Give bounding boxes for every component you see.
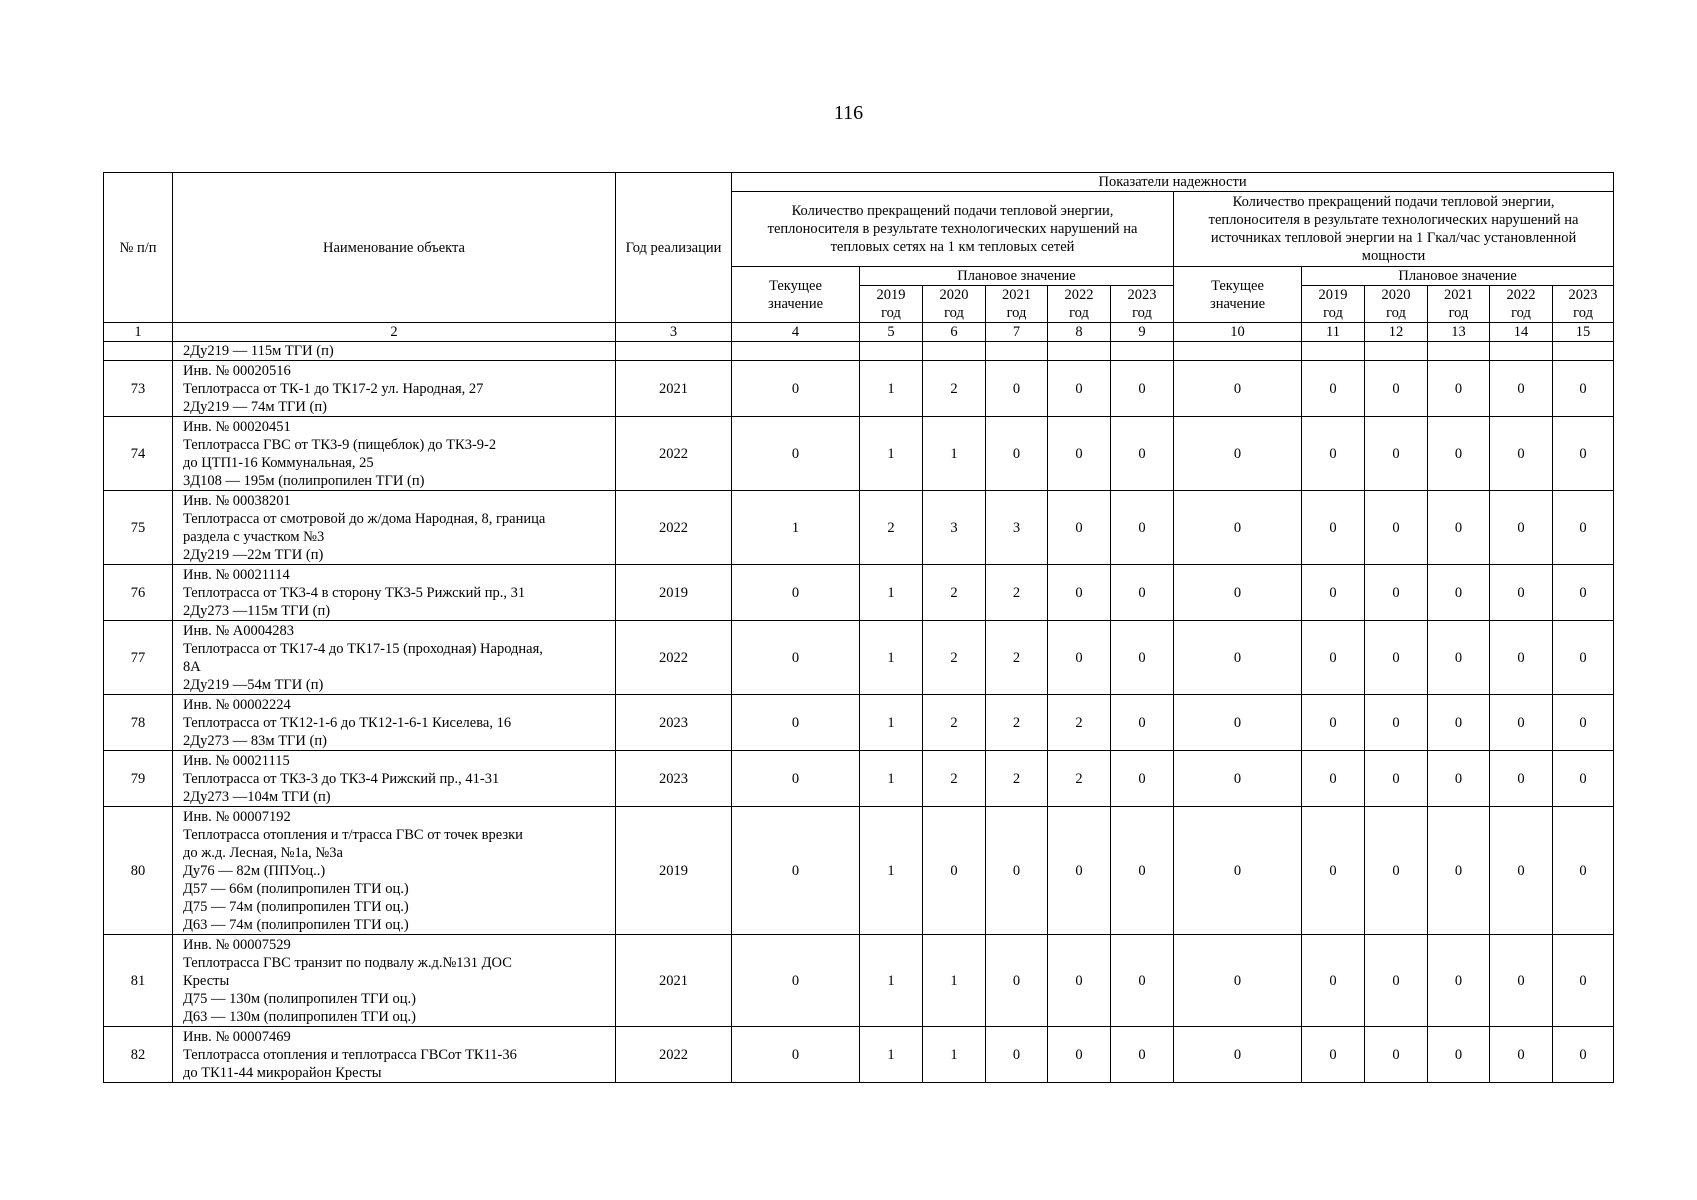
- object-name-line: Д63 — 130м (полипропилен ТГИ оц.): [183, 1008, 416, 1025]
- indicator-value: 0: [1553, 621, 1614, 695]
- implementation-year: 2023: [616, 695, 732, 751]
- indicator-value: 0: [1490, 565, 1553, 621]
- indicator-value: 0: [1490, 621, 1553, 695]
- object-name-line: до ТК11-44 микрорайон Кресты: [183, 1064, 382, 1081]
- header-group-sources: Количество прекращений подачи тепловой энергии, теплоносителя в результате технологических нарушений на источниках тепловой энергии на 1 Гкал/час установленной мощности: [1174, 192, 1614, 267]
- indicator-value: 0: [1174, 621, 1302, 695]
- object-name-line: до ж.д. Лесная, №1а, №3а: [183, 844, 343, 861]
- indicator-value: 2: [860, 491, 923, 565]
- page-number: 116: [833, 102, 864, 124]
- indicator-value: 0: [1365, 361, 1428, 417]
- row-number: 77: [104, 621, 173, 695]
- column-number: 4: [732, 323, 860, 342]
- object-name: [173, 1027, 616, 1083]
- object-name-line: Теплотрасса ГВС от ТК3-9 (пищеблок) до ТК3-9-2: [183, 436, 497, 453]
- reliability-table: [103, 172, 1614, 1083]
- object-name-line: 3Д108 — 195м (полипропилен ТГИ (п): [183, 472, 425, 489]
- indicator-value: 0: [923, 807, 986, 935]
- object-name-line: Теплотрасса отопления и теплотрасса ГВСот ТК11-36: [183, 1046, 517, 1063]
- object-name: [173, 807, 616, 935]
- object-name-line: Ду76 — 82м (ППУоц..): [183, 862, 326, 879]
- indicator-value: 2: [1048, 751, 1111, 807]
- indicator-value: 0: [1111, 565, 1174, 621]
- object-name-line: Теплотрасса от ТК3-4 в сторону ТК3-5 Рижский пр., 31: [183, 584, 526, 601]
- indicator-value: 0: [986, 807, 1048, 935]
- implementation-year: 2019: [616, 807, 732, 935]
- indicator-value: 2: [923, 361, 986, 417]
- row-number: 74: [104, 417, 173, 491]
- indicator-value: 2: [986, 695, 1048, 751]
- indicator-value: 0: [1174, 417, 1302, 491]
- indicator-value: 0: [1174, 935, 1302, 1027]
- table-row-continuation: [104, 342, 1614, 361]
- object-name-line: Инв. № 00020451: [183, 418, 291, 435]
- indicator-value: 0: [1365, 935, 1428, 1027]
- indicator-value: 3: [923, 491, 986, 565]
- indicator-value: 0: [1111, 361, 1174, 417]
- column-number: 12: [1365, 323, 1428, 342]
- indicator-value: 0: [1302, 695, 1365, 751]
- column-number: 3: [616, 323, 732, 342]
- indicator-value: 0: [1428, 751, 1490, 807]
- indicator-value: 0: [1428, 807, 1490, 935]
- indicator-value: 0: [1174, 565, 1302, 621]
- object-name-line: Инв. № А0004283: [183, 622, 295, 639]
- indicator-value: 0: [1365, 695, 1428, 751]
- indicator-value: 0: [1302, 807, 1365, 935]
- indicator-value: 0: [1174, 695, 1302, 751]
- indicator-value: 2: [923, 565, 986, 621]
- indicator-value: 0: [1111, 417, 1174, 491]
- header-planned-1: Плановое значение: [860, 267, 1174, 286]
- indicator-value: 0: [1365, 751, 1428, 807]
- indicator-value: 0: [1302, 1027, 1365, 1083]
- header-year-1-4: 2023 год: [1111, 286, 1174, 323]
- indicator-value: 0: [1111, 491, 1174, 565]
- object-name-line: до ЦТП1-16 Коммунальная, 25: [183, 454, 374, 471]
- indicator-value: 2: [986, 565, 1048, 621]
- indicator-value: 0: [1111, 695, 1174, 751]
- object-name-line: Теплотрасса от ТК3-3 до ТК3-4 Рижский пр., 41-31: [183, 770, 500, 787]
- object-name-line: 2Ду273 — 83м ТГИ (п): [183, 732, 327, 749]
- object-name: [173, 361, 616, 417]
- indicator-value: 0: [1553, 751, 1614, 807]
- implementation-year: 2022: [616, 1027, 732, 1083]
- indicator-value: 2: [923, 621, 986, 695]
- indicator-value: 0: [732, 935, 860, 1027]
- indicator-value: 0: [732, 361, 860, 417]
- indicator-value: 0: [1553, 491, 1614, 565]
- row-number: 76: [104, 565, 173, 621]
- indicator-value: 0: [1111, 621, 1174, 695]
- indicator-value: 0: [1302, 491, 1365, 565]
- row-number: 81: [104, 935, 173, 1027]
- indicator-value: 0: [732, 807, 860, 935]
- object-name-line: Инв. № 00021114: [183, 566, 290, 583]
- indicator-value: 0: [1302, 565, 1365, 621]
- indicator-value: 1: [923, 417, 986, 491]
- object-name-line: Инв. № 00020516: [183, 362, 291, 379]
- header-year-1-1: 2020 год: [923, 286, 986, 323]
- header-year-1-2: 2021 год: [986, 286, 1048, 323]
- indicator-value: 1: [923, 935, 986, 1027]
- implementation-year: 2023: [616, 751, 732, 807]
- indicator-value: 0: [1365, 621, 1428, 695]
- header-indicators: Показатели надежности: [732, 173, 1614, 192]
- table-row: [104, 361, 1614, 417]
- indicator-value: 0: [1365, 1027, 1428, 1083]
- object-name-line: 2Ду219 — 74м ТГИ (п): [183, 398, 327, 415]
- object-name-line: Теплотрасса ГВС транзит по подвалу ж.д.№131 ДОС: [183, 954, 512, 971]
- column-number: 8: [1048, 323, 1111, 342]
- indicator-value: 0: [732, 695, 860, 751]
- indicator-value: 0: [1365, 565, 1428, 621]
- header-year-2-2: 2021 год: [1428, 286, 1490, 323]
- indicator-value: 0: [732, 621, 860, 695]
- implementation-year: 2019: [616, 565, 732, 621]
- indicator-value: 0: [1490, 417, 1553, 491]
- column-number: 6: [923, 323, 986, 342]
- indicator-value: 0: [1428, 935, 1490, 1027]
- object-name: [173, 751, 616, 807]
- indicator-value: 0: [1553, 417, 1614, 491]
- column-number: 7: [986, 323, 1048, 342]
- indicator-value: 0: [1174, 361, 1302, 417]
- indicator-value: 0: [1302, 361, 1365, 417]
- table-row: [104, 1027, 1614, 1083]
- indicator-value: 0: [986, 1027, 1048, 1083]
- indicator-value: 0: [1174, 751, 1302, 807]
- indicator-value: 1: [860, 695, 923, 751]
- object-name-line: Кресты: [183, 972, 230, 989]
- header-current-1: Текущее значение: [732, 267, 860, 323]
- table-body: [104, 342, 1614, 1083]
- header-planned-2: Плановое значение: [1302, 267, 1614, 286]
- header-year-2-4: 2023 год: [1553, 286, 1614, 323]
- indicator-value: 0: [1428, 491, 1490, 565]
- row-number: 82: [104, 1027, 173, 1083]
- table-row: [104, 491, 1614, 565]
- implementation-year: 2022: [616, 621, 732, 695]
- column-number: 14: [1490, 323, 1553, 342]
- table-row: [104, 621, 1614, 695]
- object-name-line: Инв. № 00002224: [183, 696, 291, 713]
- indicator-value: 0: [1048, 417, 1111, 491]
- indicator-value: 0: [1174, 807, 1302, 935]
- header-year-2-0: 2019 год: [1302, 286, 1365, 323]
- object-name-line: Теплотрасса от ТК17-4 до ТК17-15 (проходная) Народная,: [183, 640, 543, 657]
- indicator-value: 1: [732, 491, 860, 565]
- column-number: 2: [173, 323, 616, 342]
- row-number: 79: [104, 751, 173, 807]
- continuation-text: 2Ду219 — 115м ТГИ (п): [173, 342, 616, 361]
- table-row: [104, 417, 1614, 491]
- indicator-value: 0: [986, 417, 1048, 491]
- object-name-line: 2Ду273 —115м ТГИ (п): [183, 602, 331, 619]
- indicator-value: 1: [860, 417, 923, 491]
- column-number: 5: [860, 323, 923, 342]
- indicator-value: 0: [1553, 1027, 1614, 1083]
- indicator-value: 2: [986, 621, 1048, 695]
- object-name: [173, 491, 616, 565]
- indicator-value: 0: [1048, 807, 1111, 935]
- indicator-value: 0: [732, 751, 860, 807]
- table-row: [104, 565, 1614, 621]
- indicator-value: 0: [1365, 417, 1428, 491]
- indicator-value: 0: [1048, 935, 1111, 1027]
- indicator-value: 0: [1428, 361, 1490, 417]
- column-number: 9: [1111, 323, 1174, 342]
- object-name-line: Инв. № 00021115: [183, 752, 290, 769]
- indicator-value: 0: [1302, 621, 1365, 695]
- object-name: [173, 565, 616, 621]
- indicator-value: 0: [1365, 807, 1428, 935]
- indicator-value: 0: [986, 935, 1048, 1027]
- indicator-value: 0: [732, 565, 860, 621]
- object-name-line: Д75 — 74м (полипропилен ТГИ оц.): [183, 898, 409, 915]
- table-header: [104, 173, 1614, 342]
- header-name: Наименование объекта: [173, 173, 616, 323]
- object-name-line: 2Ду273 —104м ТГИ (п): [183, 788, 331, 805]
- indicator-value: 0: [1428, 695, 1490, 751]
- indicator-value: 0: [1553, 695, 1614, 751]
- indicator-value: 0: [732, 417, 860, 491]
- table-row: [104, 695, 1614, 751]
- object-name-line: 2Ду219 —22м ТГИ (п): [183, 546, 324, 563]
- object-name-line: Инв. № 00007192: [183, 808, 291, 825]
- object-name-line: Инв. № 00007469: [183, 1028, 291, 1045]
- indicator-value: 0: [732, 1027, 860, 1083]
- indicator-value: 2: [923, 751, 986, 807]
- indicator-value: 1: [860, 1027, 923, 1083]
- object-name: [173, 621, 616, 695]
- implementation-year: 2022: [616, 417, 732, 491]
- indicator-value: 0: [1111, 1027, 1174, 1083]
- indicator-value: 0: [1490, 695, 1553, 751]
- header-year-2-1: 2020 год: [1365, 286, 1428, 323]
- indicator-value: 2: [923, 695, 986, 751]
- implementation-year: 2021: [616, 361, 732, 417]
- indicator-value: 0: [1048, 565, 1111, 621]
- indicator-value: 0: [1428, 565, 1490, 621]
- object-name-line: Д57 — 66м (полипропилен ТГИ оц.): [183, 880, 409, 897]
- indicator-value: 0: [1111, 935, 1174, 1027]
- indicator-value: 1: [860, 935, 923, 1027]
- indicator-value: 0: [1553, 807, 1614, 935]
- indicator-value: 0: [1048, 1027, 1111, 1083]
- object-name-line: Инв. № 00038201: [183, 492, 291, 509]
- object-name-line: раздела с участком №3: [183, 528, 325, 545]
- indicator-value: 0: [1553, 935, 1614, 1027]
- indicator-value: 0: [1365, 491, 1428, 565]
- indicator-value: 1: [860, 807, 923, 935]
- indicator-value: 0: [1302, 751, 1365, 807]
- column-number: 10: [1174, 323, 1302, 342]
- indicator-value: 0: [1490, 935, 1553, 1027]
- header-year-2-3: 2022 год: [1490, 286, 1553, 323]
- object-name: [173, 935, 616, 1027]
- indicator-value: 0: [1048, 621, 1111, 695]
- object-name-line: Теплотрасса отопления и т/трасса ГВС от точек врезки: [183, 826, 523, 843]
- indicator-value: 1: [923, 1027, 986, 1083]
- indicator-value: 1: [860, 621, 923, 695]
- header-current-2: Текущее значение: [1174, 267, 1302, 323]
- object-name-line: Теплотрасса от ТК-1 до ТК17-2 ул. Народная, 27: [183, 380, 484, 397]
- row-number: 78: [104, 695, 173, 751]
- row-number: 75: [104, 491, 173, 565]
- column-number: 11: [1302, 323, 1365, 342]
- header-year-1-0: 2019 год: [860, 286, 923, 323]
- object-name-line: 8А: [183, 658, 201, 675]
- table-row: [104, 751, 1614, 807]
- table-row: [104, 935, 1614, 1027]
- object-name: [173, 417, 616, 491]
- indicator-value: 1: [860, 565, 923, 621]
- column-number: 13: [1428, 323, 1490, 342]
- implementation-year: 2021: [616, 935, 732, 1027]
- table-row: [104, 807, 1614, 935]
- column-number: 1: [104, 323, 173, 342]
- indicator-value: 0: [1174, 1027, 1302, 1083]
- indicator-value: 0: [1111, 807, 1174, 935]
- row-number: 80: [104, 807, 173, 935]
- header-year-1-3: 2022 год: [1048, 286, 1111, 323]
- indicator-value: 0: [1302, 935, 1365, 1027]
- indicator-value: 1: [860, 361, 923, 417]
- indicator-value: 3: [986, 491, 1048, 565]
- object-name-line: Д63 — 74м (полипропилен ТГИ оц.): [183, 916, 409, 933]
- header-group-networks: Количество прекращений подачи тепловой энергии, теплоносителя в результате технологических нарушений на тепловых сетях на 1 км тепловых сетей: [732, 192, 1174, 267]
- object-name-line: Теплотрасса от смотровой до ж/дома Народная, 8, граница: [183, 510, 546, 527]
- header-year: Год реализации: [616, 173, 732, 323]
- indicator-value: 0: [1553, 565, 1614, 621]
- indicator-value: 0: [1302, 417, 1365, 491]
- row-number: 73: [104, 361, 173, 417]
- indicator-value: 0: [1428, 417, 1490, 491]
- object-name-line: 2Ду219 —54м ТГИ (п): [183, 676, 324, 693]
- indicator-value: 0: [986, 361, 1048, 417]
- indicator-value: 0: [1490, 807, 1553, 935]
- object-name-line: Д75 — 130м (полипропилен ТГИ оц.): [183, 990, 416, 1007]
- indicator-value: 0: [1490, 361, 1553, 417]
- indicator-value: 0: [1048, 491, 1111, 565]
- indicator-value: 0: [1428, 621, 1490, 695]
- column-number: 15: [1553, 323, 1614, 342]
- implementation-year: 2022: [616, 491, 732, 565]
- indicator-value: 2: [986, 751, 1048, 807]
- indicator-value: 0: [1111, 751, 1174, 807]
- indicator-value: 2: [1048, 695, 1111, 751]
- indicator-value: 0: [1490, 751, 1553, 807]
- header-num: № п/п: [104, 173, 173, 323]
- indicator-value: 0: [1490, 491, 1553, 565]
- object-name-line: Теплотрасса от ТК12-1-6 до ТК12-1-6-1 Киселева, 16: [183, 714, 512, 731]
- object-name-line: Инв. № 00007529: [183, 936, 291, 953]
- indicator-value: 0: [1553, 361, 1614, 417]
- indicator-value: 0: [1048, 361, 1111, 417]
- indicator-value: 1: [860, 751, 923, 807]
- indicator-value: 0: [1490, 1027, 1553, 1083]
- indicator-value: 0: [1174, 491, 1302, 565]
- object-name: [173, 695, 616, 751]
- indicator-value: 0: [1428, 1027, 1490, 1083]
